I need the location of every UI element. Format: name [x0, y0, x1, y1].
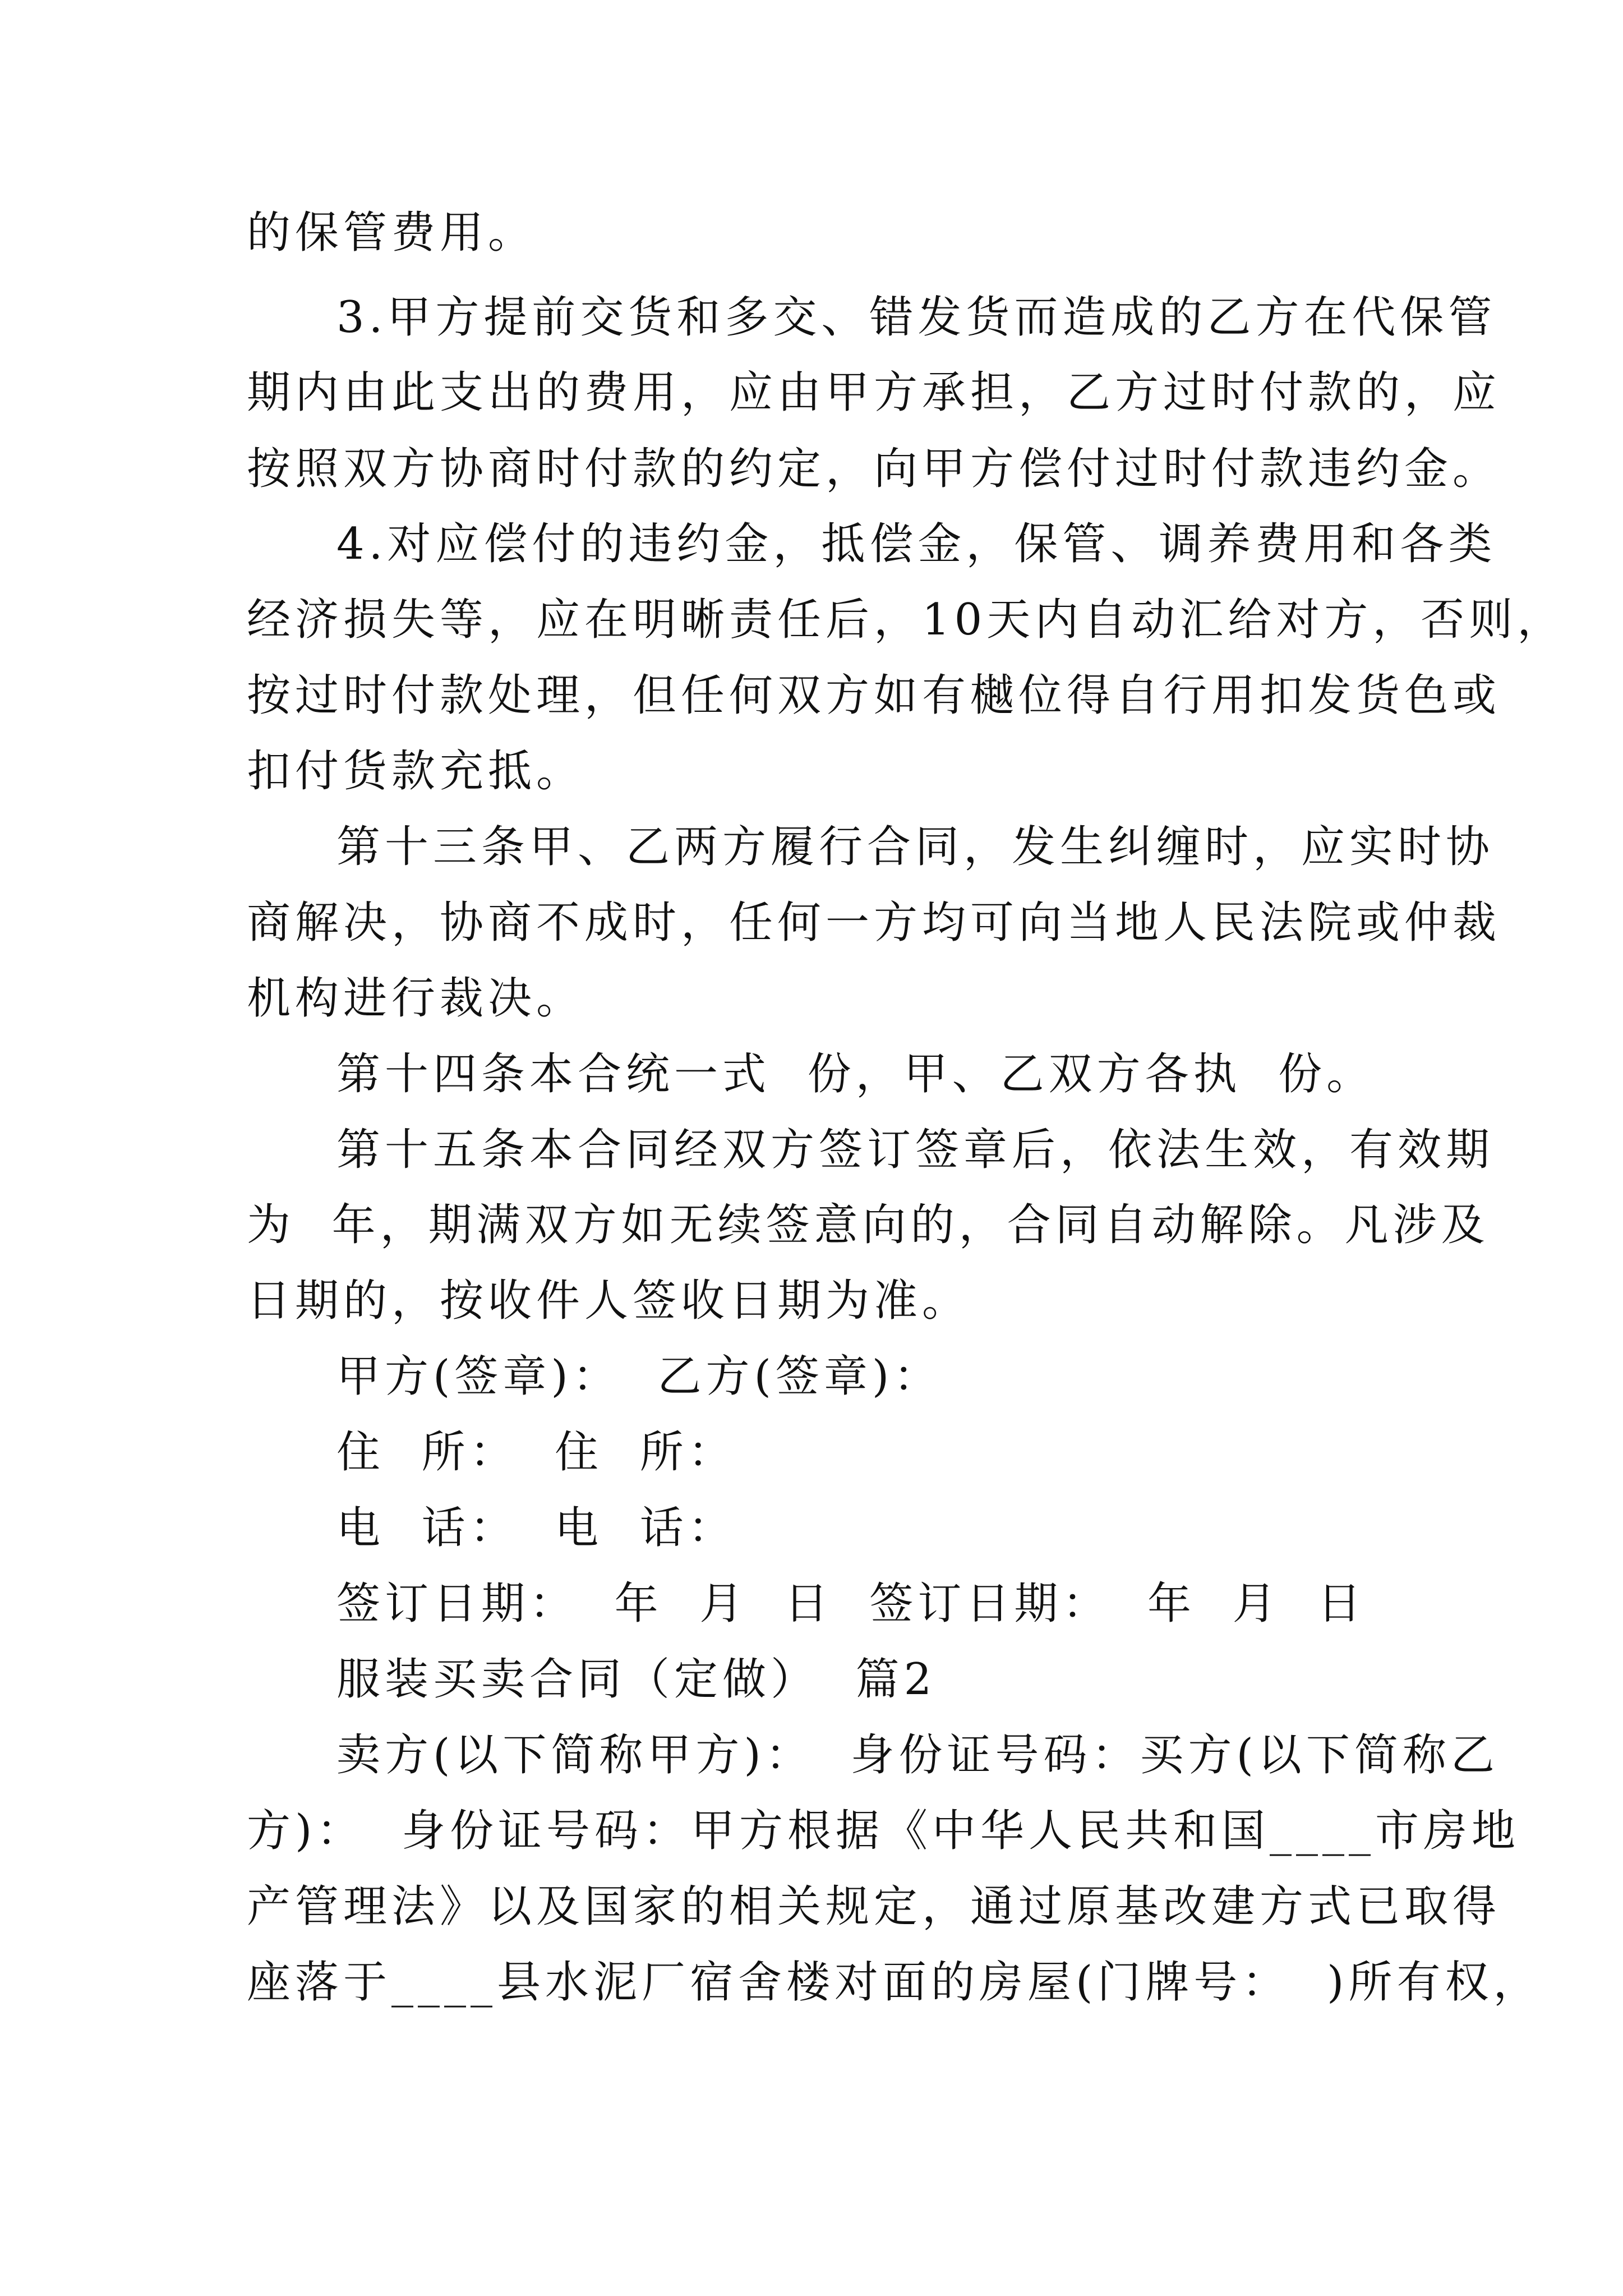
text-line: 电 话： 电 话： [336, 1503, 736, 1553]
text-line: 按过时付款处理，但任何双方如有樾位得自行用扣发货色或 [247, 670, 1501, 721]
text-line: 商解决，协商不成时，任何一方均可向当地人民法院或仲裁 [247, 898, 1501, 948]
text-line: 产管理法》以及国家的相关规定，通过原基改建方式已取得 [247, 1881, 1501, 1932]
text-line: 住 所： 住 所： [336, 1427, 736, 1478]
text-line: 第十四条本合统一式 份，甲、乙双方各执 份。 [336, 1049, 1375, 1099]
text-line: 日期的，按收件人签收日期为准。 [247, 1276, 971, 1326]
text-line: 经济损失等，应在明晰责任后，10天内自动汇给对方，否则， [247, 595, 1566, 645]
text-line: 方)： 身份证号码：甲方根据《中华人民共和国____市房地 [247, 1806, 1520, 1856]
text-line: 第十五条本合同经双方签订签章后，依法生效，有效期 [336, 1125, 1495, 1175]
text-line: 卖方(以下简称甲方)： 身份证号码：买方(以下简称乙 [336, 1730, 1499, 1780]
text-line: 4.对应偿付的违约金，抵偿金，保管、调养费用和各类 [336, 519, 1497, 569]
text-line: 服装买卖合同（定做） 篇2 [336, 1654, 937, 1705]
text-line: 座落于____县水泥厂宿舍楼对面的房屋(门牌号： )所有权， [247, 1957, 1542, 2008]
text-line: 甲方(签章)： 乙方(签章)： [336, 1351, 942, 1402]
text-line: 第十三条甲、乙两方履行合同，发生纠缠时，应实时协 [336, 822, 1495, 872]
text-line: 扣付货款充抵。 [247, 746, 585, 797]
text-line: 机构进行裁决。 [247, 973, 585, 1024]
text-line: 的保管费用。 [247, 208, 537, 258]
text-line: 签订日期： 年 月 日 签订日期： 年 月 日 [336, 1579, 1366, 1629]
text-line: 按照双方协商时付款的约定，向甲方偿付过时付款违约金。 [247, 444, 1501, 494]
text-line: 期内由此支出的费用，应由甲方承担，乙方过时付款的，应 [247, 367, 1501, 418]
text-line: 为 年，期满双方如无续签意向的，合同自动解除。凡涉及 [247, 1200, 1490, 1250]
text-line: 3.甲方提前交货和多交、错发货而造成的乙方在代保管 [336, 292, 1497, 343]
